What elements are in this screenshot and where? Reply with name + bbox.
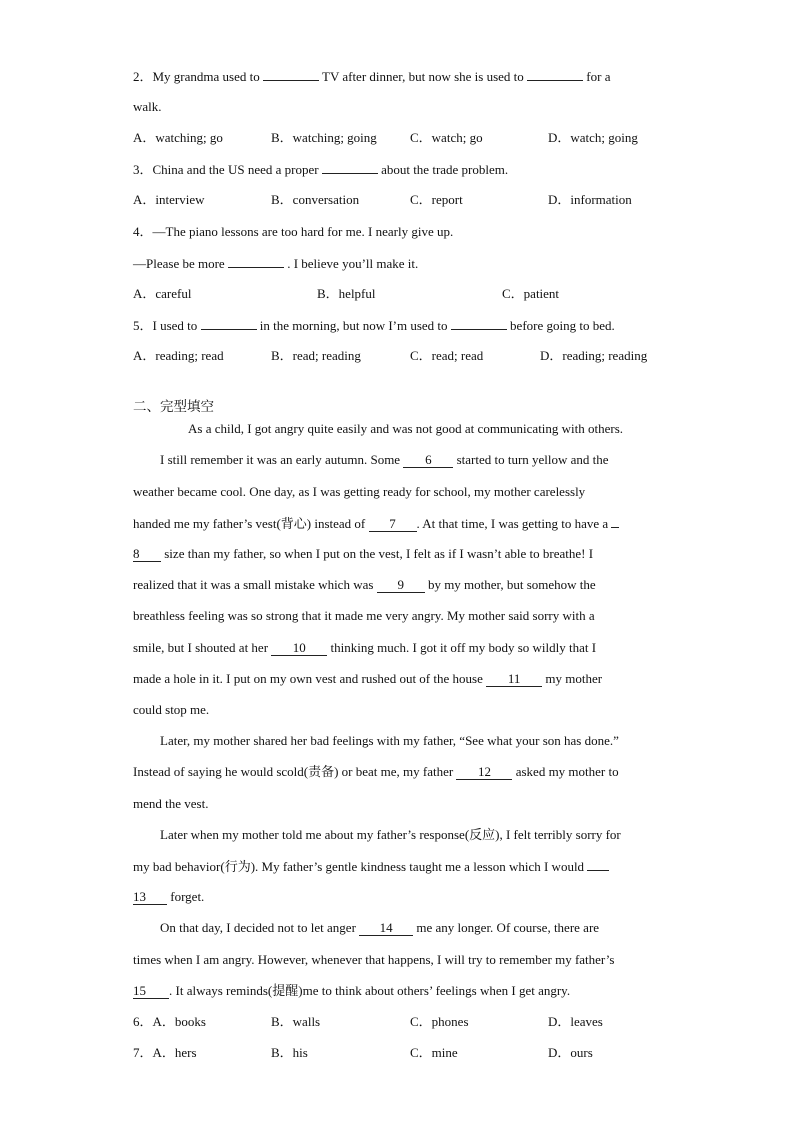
q5-blank-1[interactable] [201,317,257,330]
q5-text-3: before going to bed. [510,318,615,333]
q2-text-3: for a [586,69,611,84]
q4-option-b[interactable]: B．helpful [317,286,376,301]
question-5 [133,317,615,334]
q7-option-a[interactable]: 7．A．hers [133,1045,197,1060]
q4-text-2: . I believe you’ll make it. [287,256,419,271]
section-title: 二、完型填空 [133,399,214,415]
passage-line-18: times when I am angry. However, whenever that happens, I will try to remember my father’s [133,952,615,967]
q7-option-b[interactable]: B．his [271,1045,308,1060]
q7-option-d[interactable]: D．ours [548,1045,593,1060]
question-3 [133,161,508,178]
passage-line-15 [133,858,609,875]
passage-line-5 [133,546,593,562]
passage-text: my bad behavior(行为). My father’s gentle kindness taught me a lesson which I would [133,859,585,874]
passage-text: . It always reminds(提醒)me to think about others’ feelings when I get angry. [169,983,571,998]
q2-line-2: walk. [133,99,162,114]
q4-blank[interactable] [228,255,284,268]
passage-line-16 [133,889,204,905]
q6-option-c[interactable]: C．phones [410,1014,469,1029]
passage-line-17 [160,920,599,936]
passage-text: by my mother, but somehow the [427,577,596,592]
q6-option-d[interactable]: D．leaves [548,1014,603,1029]
passage-text: . At that time, I was getting to have a [416,516,609,531]
q3-option-d[interactable]: D．information [548,192,632,207]
passage-line-7: breathless feeling was so strong that it made me very angry. My mother said sorry with a [133,608,595,623]
blank-7[interactable]: 7 [369,517,417,532]
passage-text: asked my mother to [515,764,619,779]
q3-text-1: 3．China and the US need a proper [133,162,319,177]
q4-option-a[interactable]: A．careful [133,286,192,301]
passage-text: handed me my father’s vest(背心) instead of [133,516,366,531]
q5-text-1: 5．I used to [133,318,198,333]
q5-text-2: in the morning, but now I’m used to [259,318,448,333]
blank-8-start[interactable] [611,515,619,528]
q2-option-d[interactable]: D．watch; going [548,130,638,145]
q4-option-c[interactable]: C．patient [502,286,560,301]
q2-option-a[interactable]: A．watching; go [133,130,223,145]
passage-line-8 [133,640,596,656]
passage-line-10: could stop me. [133,702,210,717]
blank-12[interactable]: 12 [456,765,512,780]
question-4: 4．—The piano lessons are too hard for me. I nearly give up. [133,224,454,239]
passage-line-3: weather became cool. One day, as I was getting ready for school, my mother carelessly [133,484,586,499]
passage-text: Instead of saying he would scold(责备) or beat me, my father [133,764,454,779]
blank-13-start[interactable] [587,858,609,871]
q6-option-b[interactable]: B．walls [271,1014,321,1029]
blank-13[interactable]: 13 [133,890,167,905]
q6-option-a[interactable]: 6．A．books [133,1014,206,1029]
question-2 [133,68,610,85]
passage-line-13: mend the vest. [133,796,209,811]
passage-text: size than my father, so when I put on the vest, I felt as if I wasn’t able to breathe! I [164,546,594,561]
passage-text: thinking much. I got it off my body so wildly that I [330,640,597,655]
passage-line-11: Later, my mother shared her bad feelings with my father, “See what your son has done.” [160,733,619,748]
passage-text: made a hole in it. I put on my own vest and rushed out of the house [133,671,483,686]
passage-text: smile, but I shouted at her [133,640,269,655]
q4-reply [133,255,418,272]
q2-text-1: 2．My grandma used to [133,69,260,84]
passage-line-6 [133,577,596,593]
passage-line-19 [133,983,570,999]
q3-option-b[interactable]: B．conversation [271,192,360,207]
passage-line-9 [133,671,602,687]
blank-8[interactable]: 8 [133,547,161,562]
passage-text: started to turn yellow and the [456,452,609,467]
q7-option-c[interactable]: C．mine [410,1045,458,1060]
passage-line-14: Later when my mother told me about my father’s response(反应), I felt terribly sorry for [160,827,621,842]
q5-option-c[interactable]: C．read; read [410,348,484,363]
q5-option-a[interactable]: A．reading; read [133,348,224,363]
blank-14[interactable]: 14 [359,921,413,936]
passage-text: me any longer. Of course, there are [416,920,600,935]
passage-line-1: As a child, I got angry quite easily and was not good at communicating with others. [188,421,624,436]
passage-line-2 [160,452,609,468]
passage-text: On that day, I decided not to let anger [160,920,356,935]
passage-text: realized that it was a small mistake which was [133,577,374,592]
blank-9[interactable]: 9 [377,578,425,593]
q2-text-2: TV after dinner, but now she is used to [322,69,524,84]
q2-option-c[interactable]: C．watch; go [410,130,483,145]
blank-15[interactable]: 15 [133,984,169,999]
q5-option-d[interactable]: D．reading; reading [540,348,648,363]
q5-blank-2[interactable] [451,317,507,330]
q2-blank-1[interactable] [263,68,319,81]
q2-option-b[interactable]: B．watching; going [271,130,377,145]
passage-text: I still remember it was an early autumn. Some [160,452,401,467]
blank-10[interactable]: 10 [271,641,327,656]
q5-option-b[interactable]: B．read; reading [271,348,361,363]
q2-blank-2[interactable] [527,68,583,81]
q3-blank[interactable] [322,161,378,174]
passage-line-12 [133,764,619,780]
passage-line-4 [133,515,619,532]
q3-option-c[interactable]: C．report [410,192,463,207]
passage-text: forget. [170,889,205,904]
blank-6[interactable]: 6 [403,453,453,468]
blank-11[interactable]: 11 [486,672,542,687]
passage-text: my mother [545,671,603,686]
q3-text-2: about the trade problem. [381,162,509,177]
q3-option-a[interactable]: A．interview [133,192,205,207]
q4-text-1: —Please be more [133,256,225,271]
